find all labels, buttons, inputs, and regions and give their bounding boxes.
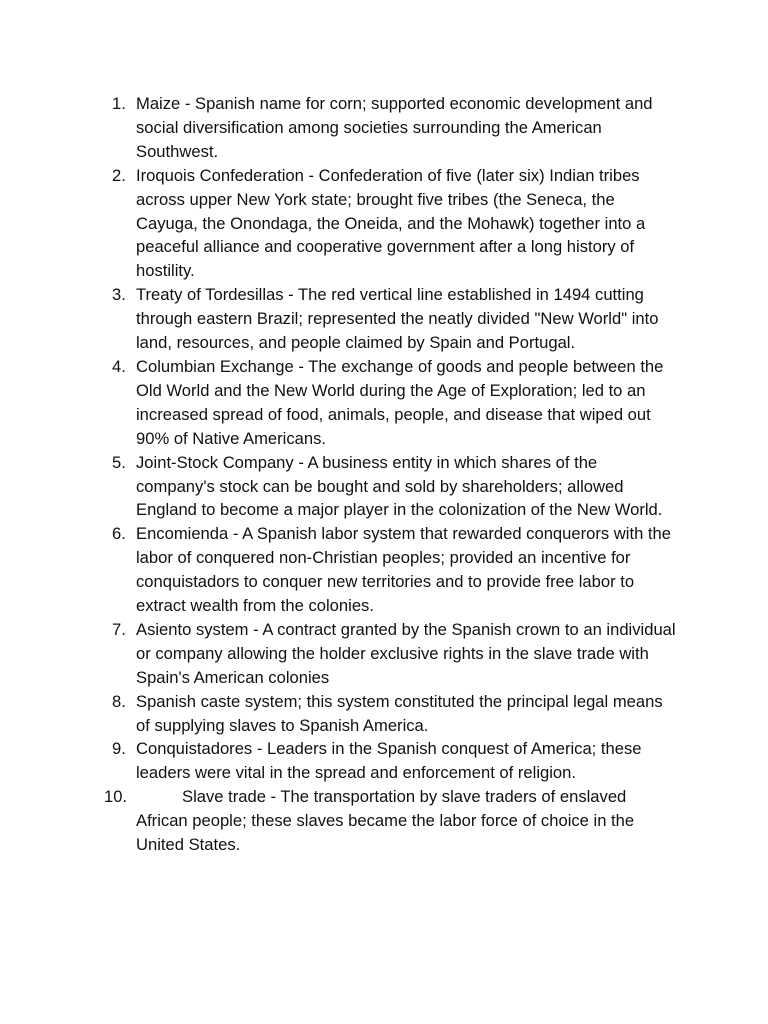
- list-item-number: 10.: [104, 787, 128, 807]
- list-item-number: 3.: [112, 285, 126, 305]
- list-item-text: Slave trade - The transportation by slave traders of enslaved African people; these slaves became the labor force of choice in the United States.: [136, 787, 635, 855]
- list-item-number: 9.: [112, 739, 126, 759]
- list-item-number: 8.: [112, 691, 126, 711]
- term-list: [0, 92, 768, 857]
- list-item: [0, 451, 768, 523]
- list-item-text: Treaty of Tordesillas - The red vertical line established in 1494 cutting through eastern Brazil; represented the neatly divided "New World" into land, resources, and people claimed by Spain and Portugal.: [136, 285, 659, 353]
- list-item: [0, 690, 768, 738]
- list-item: [0, 522, 768, 618]
- list-item: [0, 283, 768, 355]
- list-item-text: Columbian Exchange - The exchange of goods and people between the Old World and the New World during the Age of Exploration; led to an increased spread of food, animals, people, and disease that wiped out 90% of Native Americans.: [136, 356, 664, 448]
- list-item-number: 7.: [112, 619, 126, 639]
- list-item-number: 2.: [112, 165, 126, 185]
- list-item: [0, 785, 768, 857]
- list-item-text: Encomienda - A Spanish labor system that rewarded conquerors with the labor of conquered non-Christian peoples; provided an incentive for conquistadors to conquer new territories and to provide free labor to extract wealth from the colonies.: [136, 524, 671, 616]
- list-item-number: 5.: [112, 452, 126, 472]
- list-item-text: Joint-Stock Company - A business entity in which shares of the company's stock can be bought and sold by shareholders; allowed England to become a major player in the colonization of the New World.: [136, 452, 663, 520]
- list-item: [0, 737, 768, 785]
- list-item-text: Iroquois Confederation - Confederation of five (later six) Indian tribes across upper New York state; brought five tribes (the Seneca, the Cayuga, the Onondaga, the Oneida, and the Mohawk) together into a peaceful alliance and cooperative government after a long history of hostility.: [136, 165, 646, 281]
- list-item-text: Spanish caste system; this system constituted the principal legal means of supplying slaves to Spanish America.: [136, 691, 663, 735]
- list-item-text: Maize - Spanish name for corn; supported economic development and social diversification among societies surrounding the American Southwest.: [136, 94, 653, 161]
- list-item-number: 6.: [112, 524, 126, 544]
- list-item: [0, 92, 768, 164]
- list-item-number: 1.: [112, 94, 126, 113]
- list-item: [0, 164, 768, 284]
- list-item-number: 4.: [112, 356, 126, 376]
- list-item: [0, 618, 768, 690]
- list-item-text: Asiento system - A contract granted by the Spanish crown to an individual or company allowing the holder exclusive rights in the slave trade with Spain's American colonies: [136, 619, 676, 687]
- list-item: [0, 355, 768, 451]
- list-item-text: Conquistadores - Leaders in the Spanish conquest of America; these leaders were vital in the spread and enforcement of religion.: [136, 739, 642, 783]
